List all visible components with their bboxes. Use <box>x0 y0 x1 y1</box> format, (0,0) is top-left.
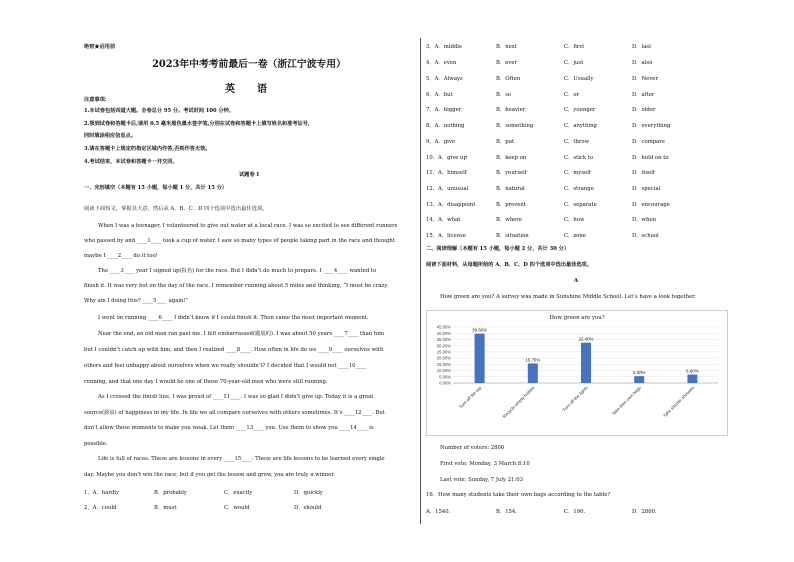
bar-value-label: 39.60% <box>472 327 488 333</box>
option[interactable]: 8、A．nothing <box>426 123 465 129</box>
bar-value-label: 15.70% <box>525 357 541 363</box>
option[interactable]: B．prevent <box>496 202 526 208</box>
option[interactable]: B．where <box>496 217 522 223</box>
question-16: 16．How many students take their own bags according to the table? <box>426 492 611 498</box>
y-tick-label: 35.00% <box>436 337 451 343</box>
option[interactable]: B．situation <box>496 233 529 239</box>
option[interactable]: D．special <box>632 186 661 192</box>
option[interactable]: B．ever <box>496 60 517 66</box>
option[interactable]: D．itself <box>632 170 655 176</box>
bar <box>528 363 538 383</box>
bar <box>581 343 591 383</box>
option[interactable]: B．natural <box>496 186 525 192</box>
option[interactable]: D．after <box>632 92 655 98</box>
first-vote: First vote: Monday, 3 March 8:10 <box>440 461 530 467</box>
passage-intro: How green are you? A survey was made in Sunshine Middle School. Let’s have a look together. <box>440 294 696 300</box>
y-tick-label: 10.00% <box>436 368 451 374</box>
option[interactable]: D．encourage <box>632 202 670 208</box>
x-tick-label: Turn off the lights <box>561 385 589 413</box>
passage-line: but I couldn’t catch up with him, and then I realized ____8____. How often in life do we ____9____ ourselves with <box>84 347 384 353</box>
passage-line: source(源泉) of happiness in my life. In life we all compare ourselves with others sometimes. It’s ____12____. But <box>84 410 385 416</box>
option[interactable]: D．Never <box>632 76 658 82</box>
option[interactable]: C．exactly <box>224 490 253 496</box>
option[interactable]: C．how <box>564 217 585 223</box>
option[interactable]: 1、A．hardly <box>84 490 119 496</box>
option[interactable]: 5、A．Always <box>426 76 463 82</box>
option[interactable]: D．everything <box>632 123 671 129</box>
passage-label: A <box>573 278 579 284</box>
voters-count: Number of voters: 2800 <box>440 445 505 451</box>
passage-line: Near the end, an old man ran past me. I felt embarrassed(尴尬的). I was about 50 years ____7____ than him <box>98 331 384 337</box>
section2-instruction: 阅读下面材料，从每题所给的 A、B、C、D 四个选项中选出最佳选项。 <box>426 262 592 268</box>
x-tick-label: Take their own bags <box>610 385 642 417</box>
y-tick-label: 25.00% <box>436 349 451 355</box>
option[interactable]: 10、A．give up <box>426 155 467 161</box>
option[interactable]: C．strange <box>564 186 594 192</box>
y-tick-label: 5.00% <box>439 374 451 380</box>
option[interactable]: C．separate <box>564 202 597 208</box>
option[interactable]: C．would <box>224 505 250 511</box>
option[interactable]: B．yourself <box>496 170 527 176</box>
passage-line: day. Maybe you don’t win the race, but if you get the lesson and grow, you are truly a winner. <box>84 472 335 478</box>
exam-title: 2023年中考考前最后一卷（浙江宁波专用） <box>152 59 346 70</box>
passage-line: As I crossed the finish line, I was proud of ____11____. I was so glad I didn’t give up. Today it is a great <box>98 394 374 400</box>
passage-line: others and feel unhappy about ourselves when we really shouldn’t? I decided that I would not ____10____ <box>84 363 367 369</box>
option[interactable]: B．something <box>496 123 534 129</box>
chart-title: How green are you? <box>549 315 605 321</box>
option[interactable]: D．compare <box>632 139 665 145</box>
passage-line: Why am I doing this? ____5____ again!” <box>84 298 189 304</box>
bar-value-label: 32.40% <box>578 336 594 342</box>
option[interactable]: 2、A．could <box>84 505 117 511</box>
option[interactable]: C．just <box>564 60 584 66</box>
option[interactable]: 15、A．license <box>426 233 466 239</box>
survey-chart <box>426 310 728 436</box>
section1-heading: 一、完形填空（本题有 15 小题，每小题 1 分，共计 15 分） <box>84 185 228 191</box>
passage-line: The ____3____ year I signed up(报名) for the race. But I didn’t do much to prepare. I ____4____ wanted to <box>98 268 377 274</box>
option[interactable]: A．1540. <box>426 509 451 515</box>
option[interactable]: C．throw <box>564 139 590 145</box>
option[interactable]: D．school <box>632 233 659 239</box>
option[interactable]: 3、A．middle <box>426 44 463 50</box>
option[interactable]: C．anything <box>564 123 597 129</box>
section2-heading: 二、阅读理解（本题有 15 小题，每小题 2 分，共计 30 分） <box>426 246 570 252</box>
option[interactable]: 7、A．bigger <box>426 107 462 113</box>
option[interactable]: B．so <box>496 92 512 98</box>
x-tick-label: Take shorter showers <box>662 385 696 419</box>
option[interactable]: C．or <box>564 92 580 98</box>
passage-line: I went on running ____6____ I didn’t know if I could finish it. Then came the most important moment. <box>98 315 369 321</box>
passage-line: don’t allow those moments to make you weak. Let them ____13____ you. Use them to show you ____14____ is <box>84 425 374 431</box>
option[interactable]: B．put <box>496 139 515 145</box>
bar-value-label: 5.50% <box>632 370 646 376</box>
paper-label: 试题卷 I <box>239 172 259 178</box>
note-1: 1.本试卷包括四道大题。全卷总分 95 分。考试时间 100 分钟。 <box>84 108 234 114</box>
option[interactable]: D．hold on to <box>632 155 669 161</box>
option[interactable]: 4、A．even <box>426 60 457 66</box>
passage-line: running, and that one day I would be one of those 70-year-old men who were still running. <box>84 379 328 385</box>
bar <box>634 376 644 383</box>
option[interactable]: 11、A．himself <box>426 170 467 176</box>
option[interactable]: 9、A．give <box>426 139 456 145</box>
option[interactable]: D．last <box>632 44 652 50</box>
y-tick-label: 0.00% <box>439 380 451 386</box>
option[interactable]: C．younger <box>564 107 596 113</box>
note-4: 4.考试结束，本试卷和答题卡一并交回。 <box>84 159 178 165</box>
option[interactable]: C．stick to <box>564 155 594 161</box>
chart-svg <box>427 311 727 435</box>
notes-title: 注意事项: <box>84 97 107 103</box>
option[interactable]: 14、A．what <box>426 217 461 223</box>
y-tick-label: 30.00% <box>436 343 451 349</box>
option[interactable]: D．quickly <box>294 490 323 496</box>
option[interactable]: C．first <box>564 44 585 50</box>
passage-line: When I was a teenager, I volunteered to give out water at a local race. I was so excited to see different runners <box>98 223 398 229</box>
section1-instruction: 阅读下面短文，掌握其大意，然后从 A、B、C、D 四个选项中选出最佳选项。 <box>84 206 268 212</box>
secret-mark: 绝密★启用前 <box>84 44 116 50</box>
note-2-cont: 同时填涂相应信息点。 <box>84 133 136 139</box>
option[interactable]: B．probably <box>154 490 187 496</box>
option[interactable]: B．next <box>496 44 517 50</box>
option[interactable]: D．2800. <box>632 509 657 515</box>
option[interactable]: C．Usually <box>564 76 594 82</box>
option[interactable]: 6、A．but <box>426 92 453 98</box>
bar-value-label: 6.80% <box>686 368 699 374</box>
subject-title: 英 语 <box>225 84 273 95</box>
note-3: 3.请在答题卡上规定的指定区域内作答,否则作答无效。 <box>84 146 211 152</box>
option[interactable]: B．must <box>154 505 177 511</box>
option[interactable]: B．154. <box>496 509 517 515</box>
passage-line: finish it. It was very hot on the day of the race. I remember running about 5 miles and thinking, “I must be crazy. <box>84 283 389 289</box>
last-vote: Last vote: Sunday, 7 July 21:03 <box>440 477 523 483</box>
y-tick-label: 15.00% <box>436 361 451 367</box>
y-tick-label: 20.00% <box>436 355 451 361</box>
option[interactable]: D．when <box>632 217 657 223</box>
passage-line: possible. <box>84 441 108 447</box>
passage-line: who passed by and ____1____ took a cup of water. I saw so many types of people taking part in the race and thought <box>84 238 395 244</box>
option[interactable]: C．190. <box>564 509 586 515</box>
option[interactable]: C．myself <box>564 170 591 176</box>
option[interactable]: B．Often <box>496 76 521 82</box>
passage-line: maybe I ____2____ do it too! <box>84 253 158 259</box>
option[interactable]: C．zone <box>564 233 586 239</box>
y-tick-label: 40.00% <box>436 330 451 336</box>
column-divider <box>420 38 421 524</box>
y-tick-label: 45.00% <box>436 324 451 330</box>
note-2: 2.领到试卷和答题卡后,请用 0.5 毫米黑色墨水签字笔,分别在试卷和答题卡上填写姓名和准考证号, <box>84 121 310 127</box>
option[interactable]: B．keep on <box>496 155 527 161</box>
option[interactable]: D．should <box>294 505 322 511</box>
option[interactable]: B．heavier <box>496 107 526 113</box>
option[interactable]: 13、A．disappoint <box>426 202 476 208</box>
option[interactable]: D．older <box>632 107 656 113</box>
option[interactable]: D．also <box>632 60 653 66</box>
x-tick-label: Turn off the tap <box>457 385 483 410</box>
x-tick-label: Recycle empty bottles <box>501 385 536 420</box>
passage-line: Life is full of races. These are lessons in every ____15____. These are life lessons to be learned every single <box>98 456 385 462</box>
bar <box>475 334 485 383</box>
option[interactable]: 12、A．unusual <box>426 186 469 192</box>
bar <box>687 375 697 383</box>
